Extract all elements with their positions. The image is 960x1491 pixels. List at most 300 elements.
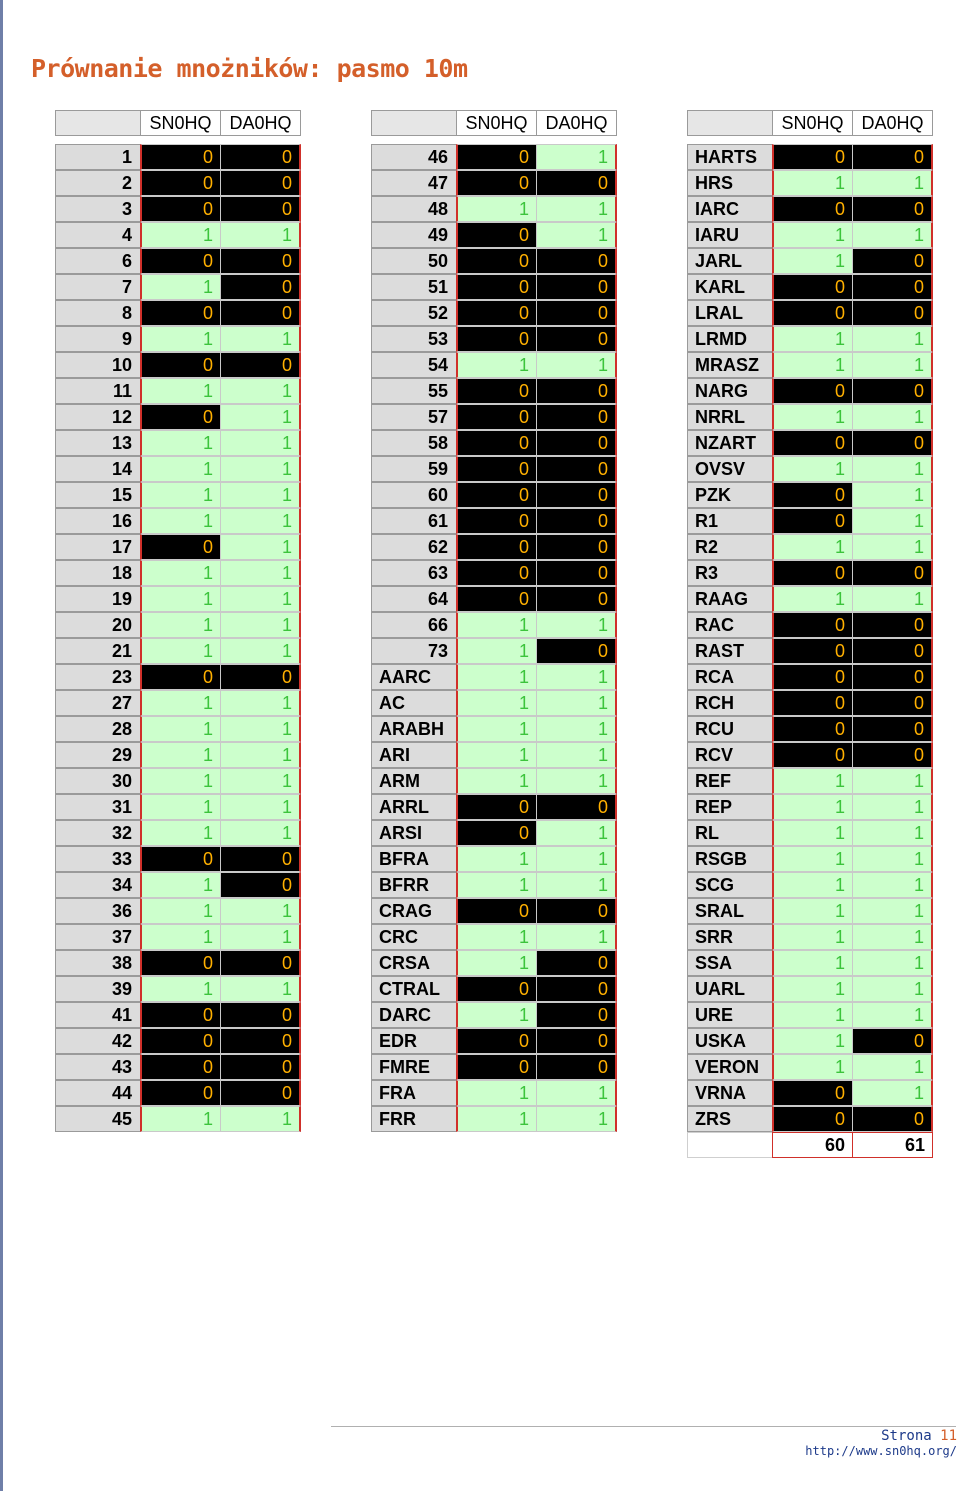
row-label: 30 [55, 768, 141, 794]
sn0hq-value: 1 [772, 248, 853, 274]
sn0hq-value: 0 [140, 1080, 221, 1106]
table-row [687, 222, 932, 248]
table-row [687, 898, 932, 924]
da0hq-value: 0 [852, 430, 933, 456]
da0hq-value: 0 [220, 196, 301, 222]
sn0hq-value: 1 [772, 768, 853, 794]
row-label: 62 [371, 534, 457, 560]
table-row [55, 1028, 300, 1054]
page-number-value: 11 [940, 1428, 957, 1444]
table-row [55, 274, 300, 300]
da0hq-value: 1 [220, 976, 301, 1002]
sn0hq-value: 1 [140, 742, 221, 768]
sn0hq-value: 0 [456, 976, 537, 1002]
da0hq-value: 0 [536, 534, 617, 560]
sn0hq-value: 1 [456, 768, 537, 794]
da0hq-value: 1 [220, 378, 301, 404]
row-label: 38 [55, 950, 141, 976]
sn0hq-value: 1 [772, 456, 853, 482]
table-row [55, 196, 300, 222]
row-label: AARC [371, 664, 457, 690]
da0hq-value: 0 [220, 274, 301, 300]
row-label: 39 [55, 976, 141, 1002]
row-label: 37 [55, 924, 141, 950]
row-label: CRSA [371, 950, 457, 976]
table-row [55, 352, 300, 378]
da0hq-value: 0 [536, 248, 617, 274]
da0hq-value: 1 [220, 508, 301, 534]
row-label: FMRE [371, 1054, 457, 1080]
sn0hq-value: 0 [772, 300, 853, 326]
sn0hq-value: 1 [140, 274, 221, 300]
table-row [55, 664, 300, 690]
row-label: 42 [55, 1028, 141, 1054]
table-row [55, 1080, 300, 1106]
row-label: RCH [687, 690, 773, 716]
da0hq-value: 1 [220, 612, 301, 638]
table-row [55, 1054, 300, 1080]
table-row [55, 404, 300, 430]
row-label: URE [687, 1002, 773, 1028]
da0hq-value: 1 [852, 976, 933, 1002]
sn0hq-value: 1 [772, 846, 853, 872]
sn0hq-value: 0 [456, 144, 537, 170]
row-label: 16 [55, 508, 141, 534]
row-label: VERON [687, 1054, 773, 1080]
row-label: JARL [687, 248, 773, 274]
row-label: SRAL [687, 898, 773, 924]
header-da0hq: DA0HQ [536, 110, 617, 136]
row-label: 1 [55, 144, 141, 170]
table-row [371, 560, 616, 586]
da0hq-value: 0 [536, 560, 617, 586]
table-row [687, 664, 932, 690]
sn0hq-value: 1 [772, 586, 853, 612]
row-label: ARABH [371, 716, 457, 742]
da0hq-value: 1 [852, 872, 933, 898]
table-row [371, 612, 616, 638]
row-label: 46 [371, 144, 457, 170]
row-label: 7 [55, 274, 141, 300]
table-row [55, 820, 300, 846]
row-label: 28 [55, 716, 141, 742]
da0hq-value: 0 [536, 638, 617, 664]
row-label: 17 [55, 534, 141, 560]
sn0hq-value: 1 [456, 690, 537, 716]
row-label: 33 [55, 846, 141, 872]
da0hq-value: 1 [220, 404, 301, 430]
da0hq-value: 1 [220, 482, 301, 508]
da0hq-value: 0 [852, 274, 933, 300]
row-label: BFRA [371, 846, 457, 872]
da0hq-value: 1 [536, 742, 617, 768]
table-row [371, 326, 616, 352]
table-row [55, 482, 300, 508]
da0hq-value: 0 [536, 508, 617, 534]
da0hq-value: 0 [536, 794, 617, 820]
table-row [687, 248, 932, 274]
da0hq-value: 0 [536, 482, 617, 508]
row-label: 55 [371, 378, 457, 404]
table-row [687, 352, 932, 378]
row-label: 19 [55, 586, 141, 612]
sn0hq-value: 0 [456, 248, 537, 274]
sn0hq-value: 0 [456, 508, 537, 534]
page-number [881, 1428, 957, 1444]
row-label: REP [687, 794, 773, 820]
sn0hq-value: 1 [140, 326, 221, 352]
sn0hq-value: 1 [456, 872, 537, 898]
row-label: ARI [371, 742, 457, 768]
sn0hq-value: 0 [140, 404, 221, 430]
table-row [371, 872, 616, 898]
sn0hq-value: 1 [140, 586, 221, 612]
table-row [55, 768, 300, 794]
sn0hq-value: 0 [772, 196, 853, 222]
table-row [55, 976, 300, 1002]
header-sn0hq: SN0HQ [140, 110, 221, 136]
sn0hq-value: 1 [772, 924, 853, 950]
da0hq-value: 1 [536, 872, 617, 898]
da0hq-value: 0 [536, 326, 617, 352]
table-row [371, 924, 616, 950]
table-row [687, 378, 932, 404]
table-row [687, 1106, 932, 1132]
row-label: 15 [55, 482, 141, 508]
header-sn0hq: SN0HQ [772, 110, 853, 136]
row-label: SSA [687, 950, 773, 976]
table-row [371, 794, 616, 820]
table-row [687, 274, 932, 300]
sn0hq-value: 0 [140, 534, 221, 560]
da0hq-value: 0 [220, 300, 301, 326]
sn0hq-value: 0 [772, 378, 853, 404]
sn0hq-value: 1 [140, 1106, 221, 1132]
da0hq-value: 1 [220, 586, 301, 612]
sn0hq-value: 0 [772, 482, 853, 508]
da0hq-value: 0 [536, 274, 617, 300]
sn0hq-value: 1 [772, 326, 853, 352]
row-label: CRAG [371, 898, 457, 924]
table-row [55, 612, 300, 638]
row-label: USKA [687, 1028, 773, 1054]
sn0hq-value: 0 [456, 898, 537, 924]
sn0hq-value: 0 [772, 716, 853, 742]
table-row [55, 716, 300, 742]
sn0hq-value: 0 [140, 170, 221, 196]
sn0hq-value: 1 [772, 950, 853, 976]
row-label: 57 [371, 404, 457, 430]
table-row [371, 352, 616, 378]
row-label: RCA [687, 664, 773, 690]
table-row [55, 898, 300, 924]
sn0hq-value: 0 [140, 846, 221, 872]
sn0hq-value: 1 [772, 872, 853, 898]
table-row [371, 898, 616, 924]
table-row [371, 690, 616, 716]
row-label: CRC [371, 924, 457, 950]
row-label: 23 [55, 664, 141, 690]
sn0hq-value: 1 [140, 716, 221, 742]
table-row [371, 976, 616, 1002]
row-label: AC [371, 690, 457, 716]
sn0hq-value: 1 [140, 482, 221, 508]
da0hq-value: 1 [852, 898, 933, 924]
row-label: NRRL [687, 404, 773, 430]
table-row [371, 1054, 616, 1080]
multiplier-table-2 [371, 110, 616, 1132]
sn0hq-value: 0 [772, 690, 853, 716]
da0hq-value: 1 [220, 820, 301, 846]
table-row [55, 300, 300, 326]
da0hq-value: 0 [220, 950, 301, 976]
sn0hq-value: 0 [772, 612, 853, 638]
da0hq-value: 0 [220, 144, 301, 170]
sn0hq-value: 1 [772, 534, 853, 560]
row-label: 12 [55, 404, 141, 430]
sn0hq-value: 1 [772, 820, 853, 846]
sn0hq-value: 1 [140, 222, 221, 248]
row-label: UARL [687, 976, 773, 1002]
row-label: SRR [687, 924, 773, 950]
multiplier-table-1 [55, 110, 300, 1132]
header-gap [55, 136, 300, 144]
table-row [371, 534, 616, 560]
da0hq-value: 1 [220, 222, 301, 248]
da0hq-value: 1 [536, 716, 617, 742]
sn0hq-value: 1 [772, 898, 853, 924]
table-row [687, 508, 932, 534]
da0hq-value: 0 [536, 1028, 617, 1054]
row-label: RAC [687, 612, 773, 638]
da0hq-value: 1 [852, 1054, 933, 1080]
row-label: HARTS [687, 144, 773, 170]
sn0hq-value: 0 [456, 560, 537, 586]
table-row [687, 716, 932, 742]
da0hq-value: 0 [536, 898, 617, 924]
table-row [371, 716, 616, 742]
da0hq-value: 0 [220, 1002, 301, 1028]
row-label: 51 [371, 274, 457, 300]
sn0hq-value: 0 [140, 196, 221, 222]
da0hq-value: 1 [220, 690, 301, 716]
da0hq-value: 0 [220, 664, 301, 690]
sn0hq-value: 1 [772, 170, 853, 196]
header-da0hq: DA0HQ [852, 110, 933, 136]
sn0hq-value: 1 [456, 950, 537, 976]
row-label: FRA [371, 1080, 457, 1106]
da0hq-value: 0 [220, 1080, 301, 1106]
header-sn0hq: SN0HQ [456, 110, 537, 136]
table-row [687, 612, 932, 638]
row-label: ARM [371, 768, 457, 794]
sn0hq-value: 1 [140, 456, 221, 482]
sn0hq-value: 1 [772, 222, 853, 248]
header-row [55, 110, 300, 136]
sn0hq-value: 1 [772, 1054, 853, 1080]
da0hq-value: 1 [852, 924, 933, 950]
row-label: 34 [55, 872, 141, 898]
table-row [55, 144, 300, 170]
row-label: RSGB [687, 846, 773, 872]
row-label: RCV [687, 742, 773, 768]
sn0hq-value: 0 [456, 586, 537, 612]
da0hq-value: 0 [852, 1028, 933, 1054]
table-row [371, 1002, 616, 1028]
row-label: 53 [371, 326, 457, 352]
row-label: FRR [371, 1106, 457, 1132]
table-row [55, 1002, 300, 1028]
sn0hq-value: 0 [772, 1080, 853, 1106]
row-label: 29 [55, 742, 141, 768]
da0hq-value: 1 [220, 898, 301, 924]
table-row [55, 378, 300, 404]
da0hq-value: 1 [852, 326, 933, 352]
row-label: 59 [371, 456, 457, 482]
totals-label-cell [687, 1132, 773, 1158]
da0hq-value: 1 [852, 222, 933, 248]
table-row [687, 534, 932, 560]
row-label: DARC [371, 1002, 457, 1028]
da0hq-value: 1 [536, 924, 617, 950]
da0hq-value: 0 [220, 1028, 301, 1054]
row-label: 43 [55, 1054, 141, 1080]
sn0hq-value: 1 [140, 794, 221, 820]
da0hq-value: 0 [536, 404, 617, 430]
table-row [687, 742, 932, 768]
row-label: SCG [687, 872, 773, 898]
sn0hq-value: 1 [140, 872, 221, 898]
table-row [687, 950, 932, 976]
sn0hq-value: 1 [140, 820, 221, 846]
left-margin-rule [0, 0, 3, 1491]
header-corner [55, 110, 141, 136]
footer-divider [331, 1426, 956, 1427]
row-label: R3 [687, 560, 773, 586]
table-row [55, 872, 300, 898]
total-da0hq: 61 [852, 1132, 933, 1158]
table-row [371, 664, 616, 690]
sn0hq-value: 1 [140, 612, 221, 638]
da0hq-value: 1 [536, 820, 617, 846]
da0hq-value: 0 [220, 846, 301, 872]
table-row [687, 196, 932, 222]
sn0hq-value: 1 [772, 1028, 853, 1054]
da0hq-value: 1 [536, 690, 617, 716]
sn0hq-value: 0 [140, 248, 221, 274]
sn0hq-value: 1 [456, 638, 537, 664]
table-row [371, 170, 616, 196]
da0hq-value: 0 [536, 170, 617, 196]
row-label: RL [687, 820, 773, 846]
sn0hq-value: 1 [772, 794, 853, 820]
header-corner [371, 110, 457, 136]
row-label: 54 [371, 352, 457, 378]
da0hq-value: 1 [536, 612, 617, 638]
sn0hq-value: 0 [772, 560, 853, 586]
da0hq-value: 1 [536, 768, 617, 794]
sn0hq-value: 0 [772, 430, 853, 456]
table-row [55, 456, 300, 482]
da0hq-value: 0 [852, 560, 933, 586]
da0hq-value: 1 [852, 170, 933, 196]
row-label: REF [687, 768, 773, 794]
table-row [371, 586, 616, 612]
row-label: 18 [55, 560, 141, 586]
table-row [371, 196, 616, 222]
header-gap [687, 136, 932, 144]
sn0hq-value: 1 [772, 1002, 853, 1028]
row-label: 48 [371, 196, 457, 222]
sn0hq-value: 0 [456, 404, 537, 430]
sn0hq-value: 1 [456, 612, 537, 638]
sn0hq-value: 0 [456, 300, 537, 326]
table-row [687, 872, 932, 898]
da0hq-value: 0 [536, 430, 617, 456]
row-label: NZART [687, 430, 773, 456]
da0hq-value: 0 [852, 742, 933, 768]
row-label: RCU [687, 716, 773, 742]
table-row [687, 300, 932, 326]
table-row [687, 482, 932, 508]
row-label: CTRAL [371, 976, 457, 1002]
row-label: 44 [55, 1080, 141, 1106]
da0hq-value: 1 [220, 326, 301, 352]
da0hq-value: 0 [536, 456, 617, 482]
sn0hq-value: 1 [140, 508, 221, 534]
table-row [55, 222, 300, 248]
da0hq-value: 0 [220, 170, 301, 196]
table-row [687, 144, 932, 170]
sn0hq-value: 0 [456, 820, 537, 846]
table-row [371, 456, 616, 482]
table-row [55, 534, 300, 560]
da0hq-value: 0 [220, 1054, 301, 1080]
footer-url: http://www.sn0hq.org/ [805, 1444, 957, 1458]
row-label: LRAL [687, 300, 773, 326]
page-label: Strona [881, 1428, 932, 1444]
sn0hq-value: 1 [456, 352, 537, 378]
sn0hq-value: 1 [456, 716, 537, 742]
table-row [55, 560, 300, 586]
da0hq-value: 1 [852, 534, 933, 560]
row-label: 47 [371, 170, 457, 196]
sn0hq-value: 0 [456, 274, 537, 300]
da0hq-value: 1 [536, 846, 617, 872]
header-corner [687, 110, 773, 136]
row-label: 32 [55, 820, 141, 846]
da0hq-value: 0 [536, 950, 617, 976]
table-row [687, 326, 932, 352]
da0hq-value: 0 [220, 248, 301, 274]
row-label: 4 [55, 222, 141, 248]
table-row [371, 222, 616, 248]
table-row [371, 404, 616, 430]
table-row [371, 846, 616, 872]
row-label: 14 [55, 456, 141, 482]
row-label: 63 [371, 560, 457, 586]
row-label: 27 [55, 690, 141, 716]
table-row [687, 768, 932, 794]
sn0hq-value: 0 [772, 274, 853, 300]
table-row [687, 560, 932, 586]
table-row [371, 742, 616, 768]
da0hq-value: 1 [852, 1080, 933, 1106]
row-label: IARU [687, 222, 773, 248]
row-label: 10 [55, 352, 141, 378]
table-row [687, 1028, 932, 1054]
row-label: IARC [687, 196, 773, 222]
